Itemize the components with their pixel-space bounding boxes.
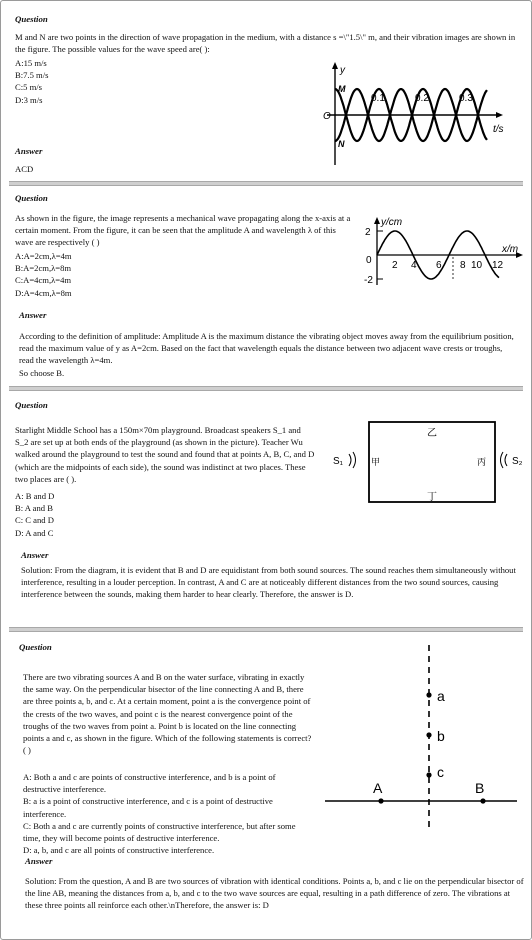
wave-graph-figure xyxy=(357,215,529,287)
y-axis-label: y/cm xyxy=(381,217,403,228)
tick-0-1: 0.1 xyxy=(371,93,385,104)
x-tick-10: 10 xyxy=(471,260,483,271)
options-list xyxy=(15,490,54,539)
source-b-label: B xyxy=(475,780,485,796)
speaker-s1-label: S₁ xyxy=(333,456,344,467)
x-tick-12: 12 xyxy=(492,260,504,271)
playground-figure xyxy=(333,416,529,506)
answer-label: Answer xyxy=(25,856,53,866)
option-a: A: Both a and c are points of constructive interference, and b is a point of destructive interference. xyxy=(23,772,276,795)
option-b: B: A and B xyxy=(15,503,53,514)
y-tick-2: 2 xyxy=(365,227,371,238)
option-d: D:3 m/s xyxy=(15,94,43,105)
answer-label: Answer xyxy=(15,146,43,156)
point-c-label: c xyxy=(437,764,444,780)
question-text: As shown in the figure, the image represents a mechanical wave propagating along the x-axis at a certain moment. From the figure, it can be seen that the amplitude A and wavelength λ of this wave are respectively ( ) xyxy=(15,213,351,248)
options-list xyxy=(15,250,72,299)
option-c: C:A=4cm,λ=4m xyxy=(15,275,72,286)
question-label: Question xyxy=(15,14,48,24)
x-tick-8: 8 xyxy=(460,260,466,271)
options-list xyxy=(15,57,48,106)
y-axis-arrow xyxy=(374,217,380,224)
answer-label: Answer xyxy=(21,550,49,560)
answer-label: Answer xyxy=(19,310,47,320)
point-b-label: b xyxy=(437,728,445,744)
answer-text: Solution: From the question, A and B are two sources of vibration with identical conditions. Points a, b, and c lie on the perpendicular bisector of the line AB, meaning the distances from a, b, and c to the two wave sources are equal, resulting in a path difference of zero. The vibrations at these three points all reinforce each other.\nTherefore, the answer is: D xyxy=(25,876,524,911)
source-a-label: A xyxy=(373,780,383,796)
point-right-label: 丙 xyxy=(477,457,487,467)
y-axis-arrow xyxy=(332,62,338,69)
interference-figure xyxy=(317,643,525,829)
option-a: A:15 m/s xyxy=(15,58,47,68)
option-d: D: a, b, and c are all points of constructive interference. xyxy=(23,845,215,856)
option-b: B:A=2cm,λ=8m xyxy=(15,263,72,274)
separator xyxy=(9,627,523,632)
answer-text: According to the definition of amplitude: Amplitude A is the maximum distance the vibrating object moves away from the equilibrium position, read the maximum value of y as A=2cm. Based on the fact that wavelength equals the distance between two adjacent wave crests or troughs, read the wavelength λ=4m. xyxy=(19,331,514,366)
question-card-4 xyxy=(9,635,523,935)
sound-waves-icon xyxy=(501,452,508,468)
option-c: C: Both a and c are currently points of constructive interference, but after some time, they will become points of destructive interference. xyxy=(23,820,296,844)
source-a-marker xyxy=(378,798,383,803)
point-a-label: a xyxy=(437,688,445,704)
tick-0-3: 0.3 xyxy=(459,93,473,104)
question-label: Question xyxy=(15,193,48,203)
option-b: B:7.5 m/s xyxy=(15,70,49,81)
question-card-1 xyxy=(9,9,523,179)
point-c-marker xyxy=(426,772,431,777)
source-b-marker xyxy=(480,798,485,803)
x-tick-6: 6 xyxy=(436,260,442,271)
question-label: Question xyxy=(15,400,48,410)
point-left-label: 甲 xyxy=(371,457,381,467)
option-a: A:A=2cm,λ=4m xyxy=(15,251,72,261)
x-axis-label: x/m xyxy=(502,244,519,255)
answer-text: Solution: From the diagram, it is evident that B and D are equidistant from both sound sources. The sound reaches them simultaneously without interference, resulting in a louder perception. In contrast, A and C are at noticeably different distances from the two sound sources, causing interference between the sounds, making them harder to hear clearly. Therefore, the answer is D. xyxy=(21,565,516,600)
question-text: Starlight Middle School has a 150m×70m playground. Broadcast speakers S_1 and S_2 are set up at both ends of the playground (as shown in the picture). Teacher Wu walked around the playground to test the sound and found that at points A, B, C, and D (which are the midpoints of each side), the sound was indistinct at two places. These two places are ( ). xyxy=(15,425,315,484)
question-text: There are two vibrating sources A and B on the water surface, vibrating in exactly the same way. On the perpendicular bisector of the line connecting A and B, there are three points a, b, and c. At a certain moment, point a is the convergence point of the crests of the two waves, and point c is the nearest convergence point of the troughs of the two waves from point a. Point b is located on the line connecting points a and c, as shown in the figure. Which of the following statements is correct? ( ) xyxy=(23,672,312,756)
point-b-marker xyxy=(426,732,431,737)
y-axis-label: y xyxy=(340,65,345,76)
t-axis-label: t/s xyxy=(493,124,504,135)
options-list xyxy=(23,771,315,856)
option-d: D:A=4cm,λ=8m xyxy=(15,287,72,298)
point-bottom-label: 丁 xyxy=(427,492,437,503)
point-a-marker xyxy=(426,692,431,697)
option-b: B: a is a point of constructive interference, and c is a point of destructive interference. xyxy=(23,796,273,819)
t-axis-arrow xyxy=(496,112,503,118)
x-tick-2: 2 xyxy=(392,260,398,271)
question-label: Question xyxy=(19,642,52,652)
question-card-2 xyxy=(9,189,523,385)
x-tick-4: 4 xyxy=(411,260,417,271)
point-top-label: 乙 xyxy=(427,428,437,439)
m-label: M xyxy=(338,84,346,94)
vibration-graph-figure xyxy=(315,61,527,169)
option-c: C:5 m/s xyxy=(15,82,42,93)
tick-0-2: 0.2 xyxy=(415,93,429,104)
y-tick-neg-2: -2 xyxy=(364,275,373,286)
speaker-s2-label: S₂ xyxy=(512,456,523,467)
option-a: A: B and D xyxy=(15,491,55,501)
option-d: D: A and C xyxy=(15,527,54,538)
option-c: C: C and D xyxy=(15,515,54,526)
n-label: N xyxy=(338,139,345,149)
question-text: M and N are two points in the direction of wave propagation in the medium, with a distance s =\"1.5\" m, and their vibration images are shown in the figure. The possible values for the wave speed are( ): xyxy=(15,32,516,55)
answer-conclusion: So choose B. xyxy=(19,368,65,378)
separator xyxy=(9,386,523,391)
sound-waves-icon xyxy=(349,452,356,468)
separator xyxy=(9,181,523,186)
answer-text: ACD xyxy=(15,164,34,174)
origin-label: O xyxy=(323,111,331,122)
origin-label: 0 xyxy=(366,255,372,266)
question-card-3 xyxy=(9,394,523,626)
